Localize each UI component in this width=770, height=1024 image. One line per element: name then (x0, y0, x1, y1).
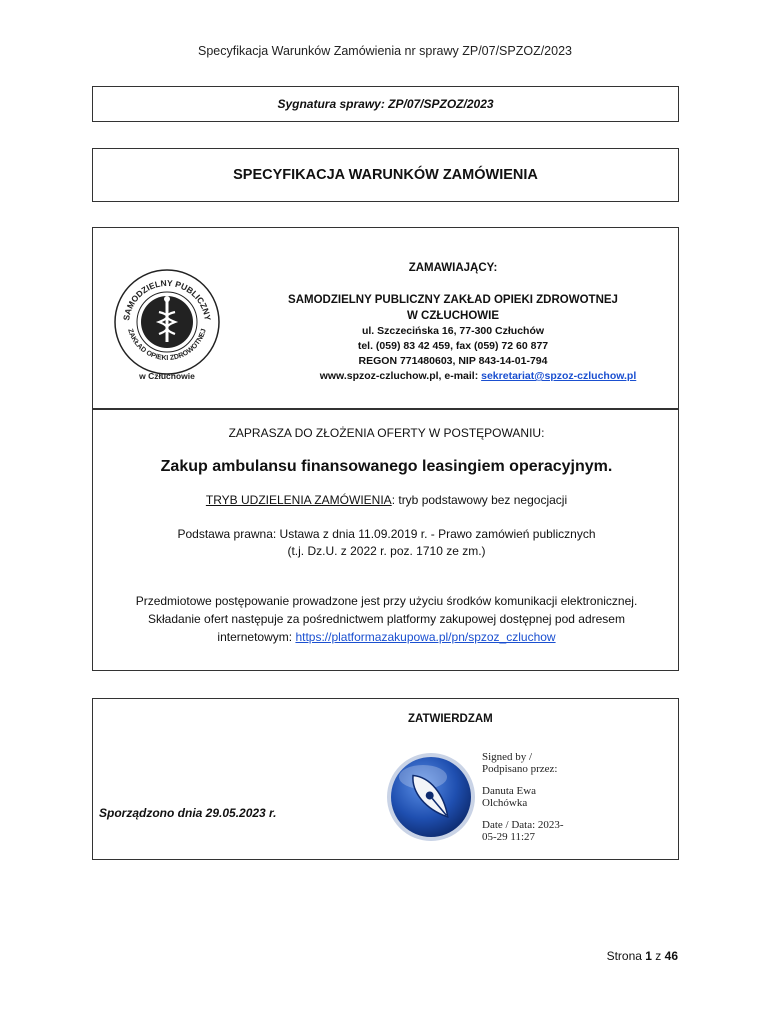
procurement-mode-value: : tryb podstawowy bez negocjacji (391, 493, 568, 507)
legal-basis (93, 526, 680, 560)
logo (107, 262, 227, 382)
email-link[interactable]: sekretariat@spzoz-czluchow.pl (481, 370, 637, 382)
contracting-heading: ZAMAWIAJĄCY: (408, 262, 498, 274)
signed-by-line1: Signed by / (482, 751, 533, 763)
contracting-www: www.spzoz-czluchow.pl, e-mail: (319, 370, 482, 382)
contracting-address: ul. Szczecińska 16, 77-300 Człuchów (361, 325, 545, 337)
total-pages: 46 (664, 949, 678, 963)
contracting-name-line2: W CZŁUCHOWIE (407, 310, 499, 322)
contracting-regon: REGON 771480603, NIP 843-14-01-794 (358, 355, 548, 367)
signed-by-line2: Podpisano przez: (482, 763, 558, 775)
platform-link[interactable]: https://platformazakupowa.pl/pn/spzoz_czluchow (295, 630, 556, 644)
page-prefix: Strona (606, 949, 646, 963)
case-signature: Sygnatura sprawy: ZP/07/SPZOZ/2023 (277, 97, 494, 111)
contracting-authority-box (92, 227, 679, 409)
document-title: SPECYFIKACJA WARUNKÓW ZAMÓWIENIA (233, 167, 538, 183)
procurement-mode (93, 493, 680, 507)
electronic-line1: Przedmiotowe postępowanie prowadzone jest przy użyciu środków komunikacji elektronicznej. (135, 594, 638, 608)
contracting-name (243, 292, 663, 324)
fountain-pen-icon (385, 751, 477, 843)
case-signature-box (92, 86, 679, 122)
caduceus-icon (141, 296, 193, 348)
approval-box (92, 698, 679, 860)
logo-text-bottom: ZAKŁAD OPIEKI ZDROWOTNEJ (126, 328, 208, 363)
page-separator: z (651, 949, 665, 963)
contracting-address-block (243, 324, 663, 384)
title-box (92, 148, 679, 202)
legal-basis-line1: Podstawa prawna: Ustawa z dnia 11.09.2019 r. - Prawo zamówień publicznych (177, 527, 596, 541)
prepared-date: Sporządzono dnia 29.05.2023 r. (99, 806, 277, 820)
approval-heading: ZATWIERDZAM (408, 713, 493, 725)
logo-text-city: w Człuchowie (139, 371, 195, 381)
page-number (607, 949, 678, 963)
contracting-phone: tel. (059) 83 42 459, fax (059) 72 60 877 (357, 340, 549, 352)
signer-line1: Danuta Ewa (482, 785, 537, 797)
electronic-prefix: internetowym: (217, 630, 296, 644)
digital-signature-info (482, 751, 592, 853)
invitation-intro: ZAPRASZA DO ZŁOŻENIA OFERTY W POSTĘPOWANIU: (228, 426, 545, 440)
signature-date-line1: Date / Data: 2023- (482, 819, 564, 831)
electronic-communication (93, 592, 680, 646)
contracting-web-line (243, 369, 663, 384)
procurement-mode-label: TRYB UDZIELENIA ZAMÓWIENIA (205, 493, 392, 507)
logo-text-top: SAMODZIELNY PUBLICZNY (121, 277, 213, 322)
running-header: Specyfikacja Warunków Zamówienia nr sprawy ZP/07/SPZOZ/2023 (198, 44, 572, 58)
contracting-name-line1: SAMODZIELNY PUBLICZNY ZAKŁAD OPIEKI ZDROWOTNEJ (288, 294, 618, 306)
legal-basis-line2: (t.j. Dz.U. z 2022 r. poz. 1710 ze zm.) (287, 544, 486, 558)
signature-date-line2: 05-29 11:27 (482, 831, 536, 843)
procurement-title: Zakup ambulansu finansowanego leasingiem operacyjnym. (160, 458, 613, 475)
electronic-line2: Składanie ofert następuje za pośrednictwem platformy zakupowej dostępnej pod adresem (148, 612, 625, 626)
electronic-line3 (103, 628, 670, 646)
invitation-box (92, 409, 679, 671)
current-page: 1 (645, 949, 652, 963)
signer-line2: Olchówka (482, 797, 528, 809)
